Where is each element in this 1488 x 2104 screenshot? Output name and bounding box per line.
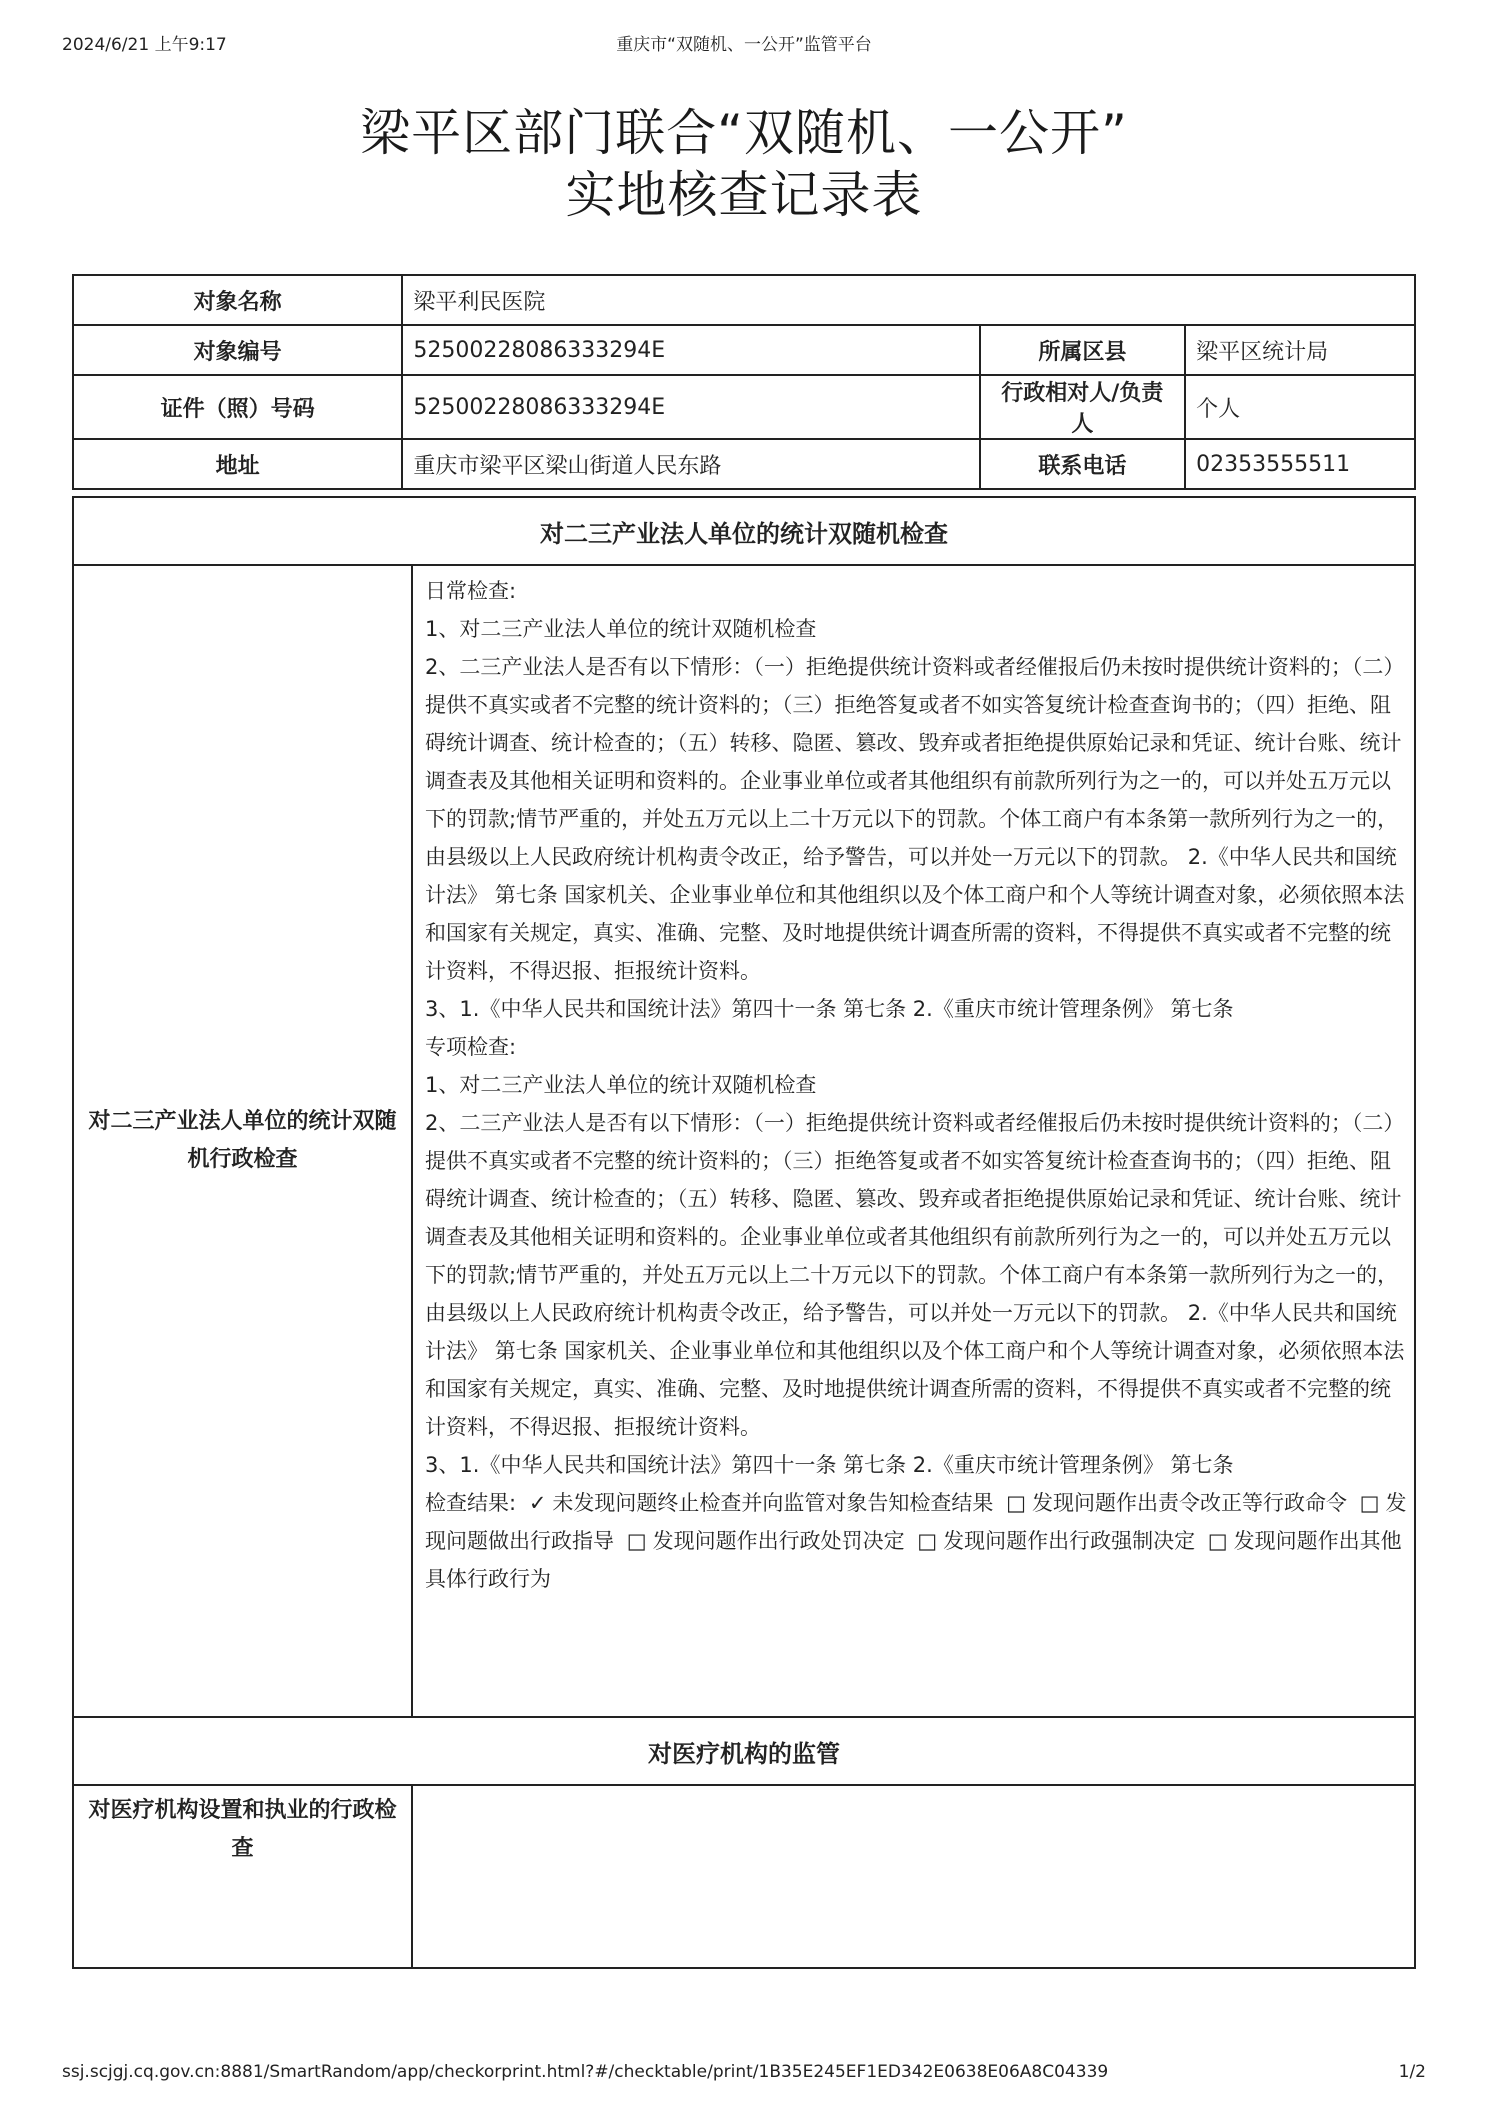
address-value: 重庆市梁平区梁山街道人民东路 [402, 439, 979, 489]
name-label: 对象名称 [73, 275, 402, 325]
inspection-result [425, 1484, 1408, 1598]
code-value: 52500228086333294E [402, 325, 979, 375]
print-timestamp: 2024/6/21 上午9:17 [62, 35, 227, 55]
phone-label: 联系电话 [980, 439, 1186, 489]
result-option-3: 发现问题做出行政指导 [425, 1491, 1407, 1553]
result-option-4: 发现问题作出行政处罚决定 [652, 1529, 905, 1553]
section-title: 对二三产业法人单位的统计双随机检查 [73, 497, 1415, 565]
district-label: 所属区县 [980, 325, 1186, 375]
cert-value: 52500228086333294E [402, 375, 979, 439]
daily-item-3: 3、1.《中华人民共和国统计法》第四十一条 第七条 2.《重庆市统计管理条例》 第七条 [425, 997, 1234, 1021]
table-row [73, 497, 1415, 565]
inspection-table [72, 496, 1416, 1969]
title-line-2: 实地核查记录表 [565, 166, 923, 224]
checkbox[interactable]: □ [626, 1529, 647, 1553]
code-label: 对象编号 [73, 325, 402, 375]
table-row [73, 565, 1415, 1717]
daily-item-2: 2、二三产业法人是否有以下情形：（一）拒绝提供统计资料或者经催报后仍未按时提供统计资料的；（二）提供不真实或者不完整的统计资料的；（三）拒绝答复或者不如实答复统计检查查询书的；（四）拒绝、阻碍统计调查、统计检查的；（五）转移、隐匿、篡改、毁弃或者拒绝提供原始记录和凭证、统计台账、统计调查表及其他相关证明和资料的。企业事业单位或者其他组织有前款所列行为之一的，可以并处五万元以下的罚款;情节严重的，并处五万元以上二十万元以下的罚款。个体工商户有本条第一款所列行为之一的，由县级以上人民政府统计机构责令改正，给予警告，可以并处一万元以下的罚款。 2.《中华人民共和国统计法》 第七条 国家机关、企业事业单位和其他组织以及个体工商户和个人等统计调查对象，必须依照本法和国家有关规定，真实、准确、完整、及时地提供统计调查所需的资料，不得提供不真实或者不完整的统计资料，不得迟报、拒报统计资料。 [425, 655, 1405, 983]
person-label: 行政相对人/负责人 [980, 375, 1186, 439]
phone-value: 02353555511 [1185, 439, 1415, 489]
result-option-2: 发现问题作出责令改正等行政命令 [1031, 1491, 1347, 1515]
address-label: 地址 [73, 439, 402, 489]
result-option-6: 发现问题作出其他具体行政行为 [425, 1529, 1402, 1591]
table-row [73, 375, 1415, 439]
cert-label: 证件（照）号码 [73, 375, 402, 439]
platform-name: 重庆市“双随机、一公开”监管平台 [616, 35, 872, 55]
inspection-category: 对医疗机构设置和执业的行政检查 [73, 1785, 412, 1968]
table-row [73, 275, 1415, 325]
result-option-1: 未发现问题终止检查并向监管对象告知检查结果 [552, 1491, 994, 1515]
special-item-3: 3、1.《中华人民共和国统计法》第四十一条 第七条 2.《重庆市统计管理条例》 第七条 [425, 1453, 1234, 1477]
section-title: 对医疗机构的监管 [73, 1717, 1415, 1785]
checkbox[interactable]: □ [917, 1529, 938, 1553]
table-row [73, 325, 1415, 375]
result-option-5: 发现问题作出行政强制决定 [943, 1529, 1196, 1553]
table-row [73, 1717, 1415, 1785]
name-value: 梁平利民医院 [402, 275, 1415, 325]
title-line-1: 梁平区部门联合“双随机、一公开” [360, 104, 1128, 162]
result-label: 检查结果: [425, 1491, 517, 1515]
table-row [73, 1785, 1415, 1968]
checkbox[interactable]: □ [1207, 1529, 1228, 1553]
district-value: 梁平区统计局 [1185, 325, 1415, 375]
page-number: 1/2 [1398, 2062, 1426, 2082]
page-url: ssj.scjgj.cq.gov.cn:8881/SmartRandom/app/checkorprint.html?#/checktable/print/1B35E245EF1ED342E0638E06A8C04339 [62, 2062, 1109, 2082]
checkbox-checked[interactable]: ✓ [528, 1491, 547, 1515]
inspection-category: 对二三产业法人单位的统计双随机行政检查 [73, 565, 412, 1717]
table-row [73, 439, 1415, 489]
inspection-content [412, 1785, 1415, 1968]
person-value: 个人 [1185, 375, 1415, 439]
special-item-2: 2、二三产业法人是否有以下情形：（一）拒绝提供统计资料或者经催报后仍未按时提供统计资料的；（二）提供不真实或者不完整的统计资料的；（三）拒绝答复或者不如实答复统计检查查询书的；（四）拒绝、阻碍统计调查、统计检查的；（五）转移、隐匿、篡改、毁弃或者拒绝提供原始记录和凭证、统计台账、统计调查表及其他相关证明和资料的。企业事业单位或者其他组织有前款所列行为之一的，可以并处五万元以下的罚款;情节严重的，并处五万元以上二十万元以下的罚款。个体工商户有本条第一款所列行为之一的，由县级以上人民政府统计机构责令改正，给予警告，可以并处一万元以下的罚款。 2.《中华人民共和国统计法》 第七条 国家机关、企业事业单位和其他组织以及个体工商户和个人等统计调查对象，必须依照本法和国家有关规定，真实、准确、完整、及时地提供统计调查所需的资料，不得提供不真实或者不完整的统计资料，不得迟报、拒报统计资料。 [425, 1111, 1405, 1439]
checkbox[interactable]: □ [1359, 1491, 1380, 1515]
special-heading: 专项检查: [425, 1035, 517, 1059]
daily-item-1: 1、对二三产业法人单位的统计双随机检查 [425, 617, 817, 641]
special-item-1: 1、对二三产业法人单位的统计双随机检查 [425, 1073, 817, 1097]
checkbox[interactable]: □ [1006, 1491, 1026, 1515]
subject-info-table [72, 274, 1416, 490]
daily-heading: 日常检查: [425, 579, 517, 603]
inspection-content [412, 565, 1415, 1717]
document-title [0, 102, 1488, 226]
